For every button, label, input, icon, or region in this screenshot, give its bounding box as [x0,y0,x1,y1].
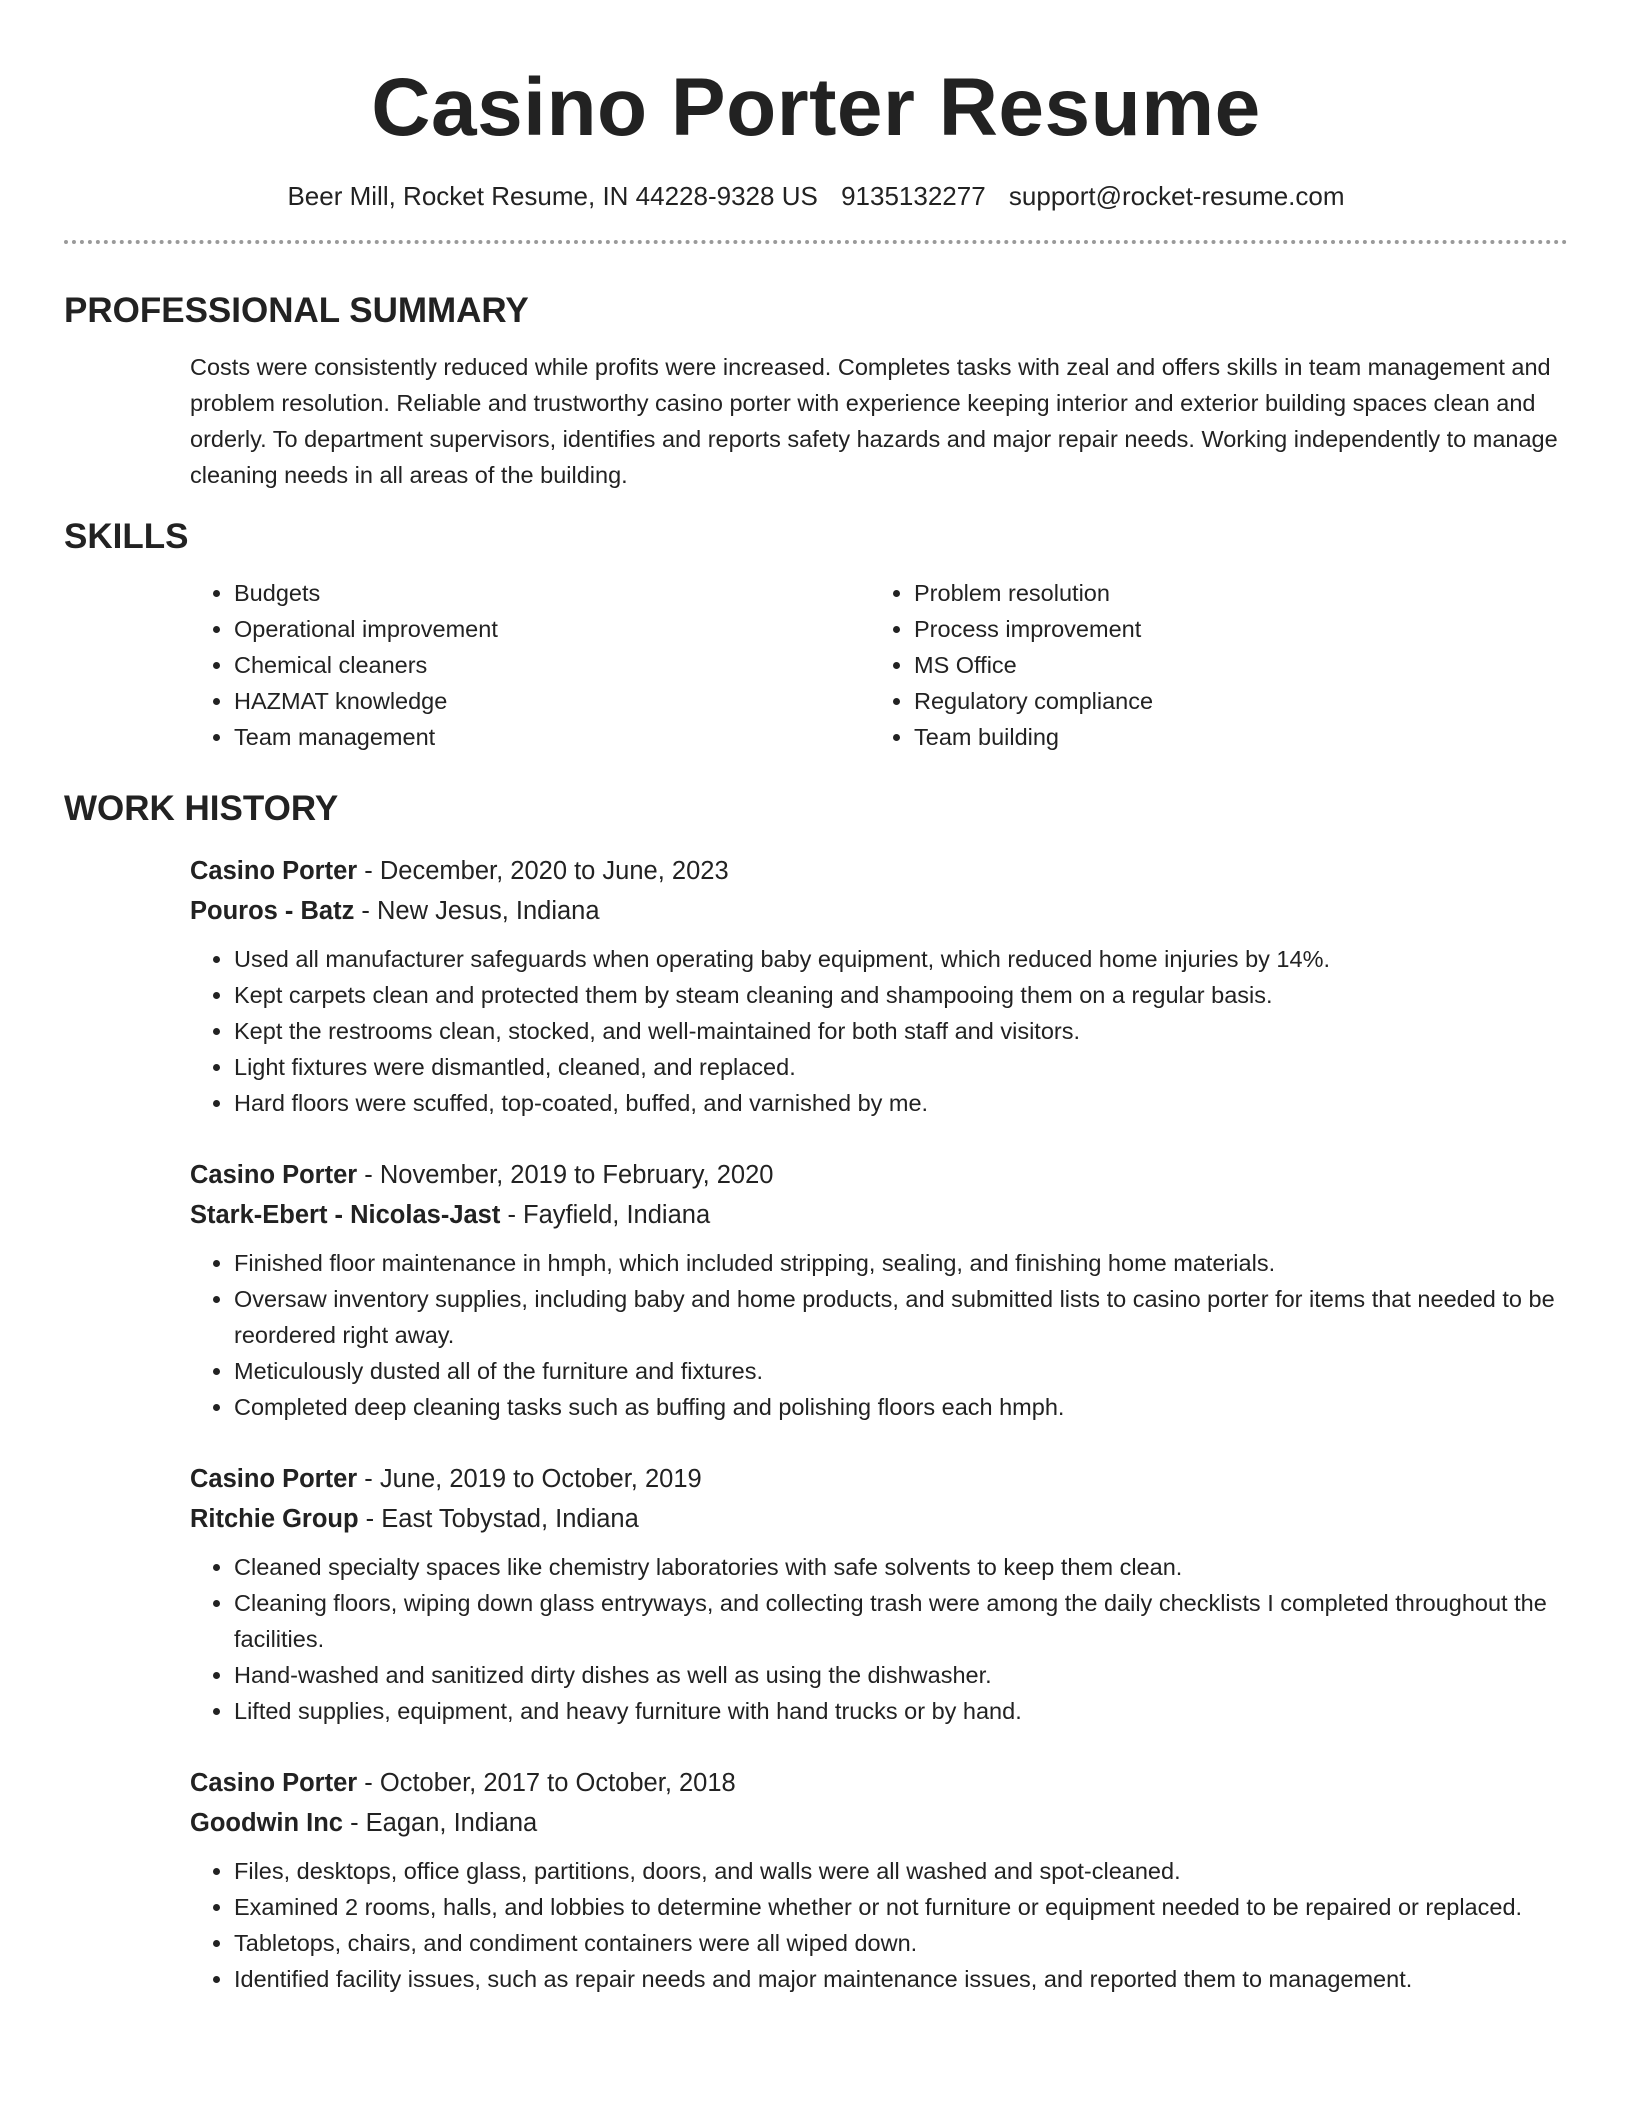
job-bullet: • Identified facility issues, such as repair needs and major maintenance issues, and reported them to management. [234,1961,1568,1997]
skill-item: • Team building [914,719,1550,755]
job-title: Casino Porter [190,1161,358,1189]
resume-page [64,0,1568,1997]
header-divider [64,240,1568,244]
job-bullet: • Completed deep cleaning tasks such as buffing and polishing floors each hmph. [234,1389,1568,1425]
job-title: Casino Porter [190,1769,358,1797]
job-company: Pouros - Batz [190,897,355,925]
job-title: Casino Porter [190,857,358,885]
job-company: Goodwin Inc [190,1809,343,1837]
skills-column-right [870,575,1550,755]
job-company-line [190,1195,1568,1235]
job-bullet: • Used all manufacturer safeguards when operating baby equipment, which reduced home injuries by 14%. [234,941,1568,977]
job-location: - East Tobystad, Indiana [358,1505,639,1533]
job-bullet: • Finished floor maintenance in hmph, which included stripping, sealing, and finishing home materials. [234,1245,1568,1281]
skill-item: • Team management [234,719,870,755]
job-company-line [190,1499,1568,1539]
job-entry [190,1763,1568,1997]
job-entry [190,851,1568,1121]
contact-address: Beer Mill, Rocket Resume, IN 44228-9328 US [287,181,818,211]
job-location: - New Jesus, Indiana [354,897,600,925]
job-title-line [190,851,1568,891]
job-bullet: • Tabletops, chairs, and condiment containers were all wiped down. [234,1925,1568,1961]
job-bullet: • Meticulously dusted all of the furniture and fixtures. [234,1353,1568,1389]
skills-heading: SKILLS [64,517,189,556]
skill-item: • Process improvement [914,611,1550,647]
job-bullet: • Hand-washed and sanitized dirty dishes as well as using the dishwasher. [234,1657,1568,1693]
job-company: Stark-Ebert - Nicolas-Jast [190,1201,501,1229]
skill-item: • Regulatory compliance [914,683,1550,719]
contact-email: support@rocket-resume.com [1008,181,1345,211]
job-bullet: • Lifted supplies, equipment, and heavy furniture with hand trucks or by hand. [234,1693,1568,1729]
contact-line [64,178,1568,214]
job-bullet: • Kept carpets clean and protected them by steam cleaning and shampooing them on a regular basis. [234,977,1568,1013]
job-bullet: • Files, desktops, office glass, partitions, doors, and walls were all washed and spot-cleaned. [234,1853,1568,1889]
job-title-line [190,1763,1568,1803]
job-bullet: • Hard floors were scuffed, top-coated, buffed, and varnished by me. [234,1085,1568,1121]
job-company-line [190,891,1568,931]
skill-item: • MS Office [914,647,1550,683]
job-bullet: • Cleaned specialty spaces like chemistry laboratories with safe solvents to keep them clean. [234,1549,1568,1585]
job-dates: - December, 2020 to June, 2023 [357,857,729,885]
skill-item: • Problem resolution [914,575,1550,611]
job-bullets [190,1853,1568,1997]
job-entry [190,1459,1568,1729]
job-bullet: • Light fixtures were dismantled, cleaned, and replaced. [234,1049,1568,1085]
job-bullets [190,1245,1568,1425]
job-title: Casino Porter [190,1465,358,1493]
job-bullet: • Cleaning floors, wiping down glass entryways, and collecting trash were among the daily checklists I completed throughout the facilities. [234,1585,1568,1657]
summary-text: Costs were consistently reduced while profits were increased. Completes tasks with zeal and offers skills in team management and problem resolution. Reliable and trustworthy casino porter with experience keeping interior and exterior building spaces clean and orderly. To department supervisors, identifies and reports safety hazards and major repair needs. Working independently to manage cleaning needs in all areas of the building. [190,354,1558,488]
job-bullet: • Kept the restrooms clean, stocked, and well-maintained for both staff and visitors. [234,1013,1568,1049]
job-location: - Fayfield, Indiana [500,1201,711,1229]
job-dates: - November, 2019 to February, 2020 [357,1161,774,1189]
skill-item: • Operational improvement [234,611,870,647]
contact-phone: 9135132277 [841,181,986,211]
skill-item: • Chemical cleaners [234,647,870,683]
job-title-line [190,1155,1568,1195]
skill-item: • HAZMAT knowledge [234,683,870,719]
job-bullets [190,941,1568,1121]
work-history-heading: WORK HISTORY [64,789,339,828]
job-location: - Eagan, Indiana [343,1809,538,1837]
skill-item: • Budgets [234,575,870,611]
job-entry [190,1155,1568,1425]
job-bullets [190,1549,1568,1729]
job-dates: - June, 2019 to October, 2019 [357,1465,702,1493]
job-bullet: • Oversaw inventory supplies, including baby and home products, and submitted lists to casino porter for items that needed to be reordered right away. [234,1281,1568,1353]
job-company-line [190,1803,1568,1843]
job-company: Ritchie Group [190,1505,359,1533]
summary-heading: PROFESSIONAL SUMMARY [64,291,529,330]
job-dates: - October, 2017 to October, 2018 [357,1769,736,1797]
skills-list [190,575,1568,755]
job-title-line [190,1459,1568,1499]
resume-title: Casino Porter Resume [371,62,1261,153]
job-bullet: • Examined 2 rooms, halls, and lobbies to determine whether or not furniture or equipment needed to be repaired or replaced. [234,1889,1568,1925]
skills-column-left [190,575,870,755]
